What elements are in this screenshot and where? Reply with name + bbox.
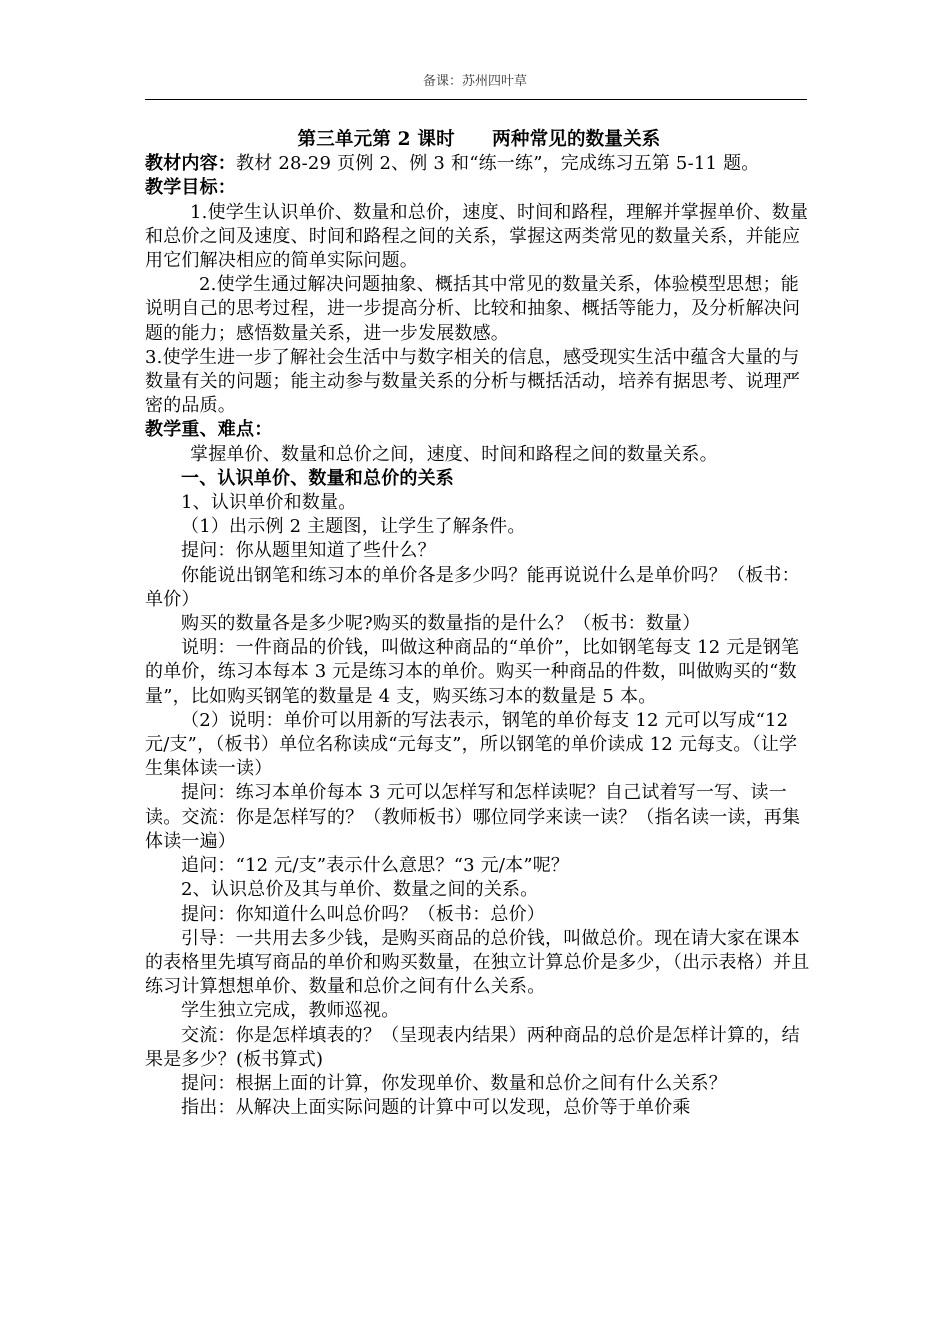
body-paragraph: 2、认识总价及其与单价、数量之间的关系。 [181, 879, 539, 901]
content-label: 教材内容： [145, 153, 236, 175]
header-divider [145, 99, 807, 100]
body-paragraph: 提问：你知道什么叫总价吗？（板书：总价） [181, 903, 545, 925]
body-paragraph: 你能说出钢笔和练习本的单价各是多少吗？能再说说什么是单价吗？（板书：单价） [145, 564, 800, 610]
goals-heading: 教学目标： [145, 177, 236, 199]
body-paragraph: 购买的数量各是多少呢?购买的数量指的是什么？（板书：数量） [181, 613, 701, 635]
body-paragraph: （1）出示例 2 主题图，让学生了解条件。 [181, 516, 526, 538]
section-1-heading: 一、认识单价、数量和总价的关系 [181, 467, 454, 489]
body-paragraph: 提问：你从题里知道了些什么？ [181, 540, 436, 562]
body-paragraph: 指出：从解决上面实际问题的计算中可以发现，总价等于单价乘 [181, 1097, 691, 1119]
content-paragraph [145, 152, 813, 176]
goal-2: 2.使学生通过解决问题抽象、概括其中常见的数量关系，体验模型思想；能说明自己的思考过程，进一步提高分析、比较和抽象、概括等能力，及分析解决问题的能力；感悟数量关系，进一步发展数感。 [145, 274, 801, 344]
goal-1: 1.使学生认识单价、数量和总价，速度、时间和路程，理解并掌握单价、数量和总价之间及速度、时间和路程之间的关系，掌握这两类常见的数量关系，并能应用它们解决相应的简单实际问题。 [145, 201, 809, 272]
body-paragraph: 交流：你是怎样填表的？（呈现表内结果）两种商品的总价是怎样计算的，结果是多少？(板书算式) [145, 1024, 800, 1070]
body-paragraph: 学生独立完成，教师巡视。 [181, 1000, 400, 1022]
content-text: 教材 28-29 页例 2、例 3 和“练一练”，完成练习五第 5-11 题。 [236, 153, 760, 175]
body-paragraph: 说明：一件商品的价钱，叫做这种商品的“单价”，比如钢笔每支 12 元是钢笔的单价，练习本每本 3 元是练习本的单价。购买一种商品的件数，叫做购买的“数量”，比如购买钢笔的数量是 4 支，购买练习本的数量是 5 本。 [145, 637, 800, 707]
body-paragraph: 提问：根据上面的计算，你发现单价、数量和总价之间有什么关系？ [181, 1072, 727, 1094]
body-paragraph: 提问：练习本单价每本 3 元可以怎样写和怎样读呢？自己试着写一写、读一读。交流：你是怎样写的？（教师板书）哪位同学来读一读？（指名读一读，再集体读一遍） [145, 782, 801, 852]
goal-3: 3.使学生进一步了解社会生活中与数字相关的信息，感受现实生活中蕴含大量的与数量有关的问题；能主动参与数量关系的分析与概括活动，培养有据思考、说理严密的品质。 [145, 346, 801, 417]
body-paragraph: 追问：“12 元/支”表示什么意思？“3 元/本”呢？ [181, 855, 570, 877]
page-header: 备课：苏州四叶草 [422, 74, 527, 89]
body-paragraph: 引导：一共用去多少钱，是购买商品的总价钱，叫做总价。现在请大家在课本的表格里先填写商品的单价和购买数量，在独立计算总价是多少，（出示表格）并且练习计算想想单价、数量和总价之间有什么关系。 [145, 927, 810, 998]
keypoints-heading: 教学重、难点： [145, 419, 273, 441]
lesson-title: 第三单元第 2 课时 两种常见的数量关系 [297, 129, 661, 150]
body-paragraph: 1、认识单价和数量。 [181, 492, 357, 514]
keypoints-text: 掌握单价、数量和总价之间，速度、时间和路程之间的数量关系。 [190, 443, 718, 465]
body-paragraph: （2）说明：单价可以用新的写法表示，钢笔的单价每支 12 元可以写成“12 元/支”，（板书）单位名称读成“元每支”，所以钢笔的单价读成 12 元每支。（让学生集体读一读） [145, 709, 798, 780]
document-body [145, 128, 813, 1120]
